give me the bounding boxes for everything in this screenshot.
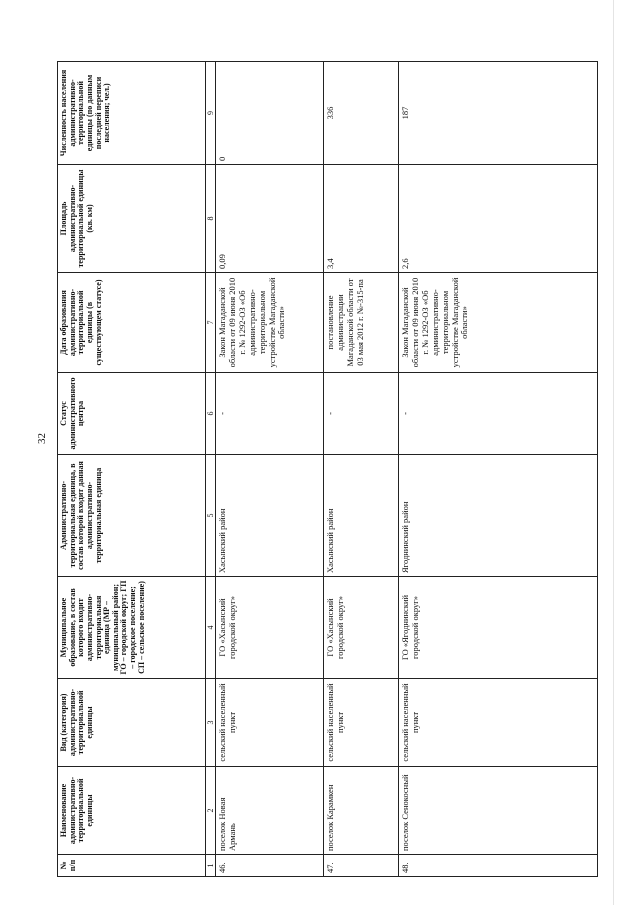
unit-name: поселок Сенокосный [399, 767, 598, 855]
center-status: - [399, 373, 598, 455]
header-cell-area: Площадь административно-территориальной единицы (кв. км) [58, 165, 206, 273]
header-cell-formation-date: Дата образования административно-территориальной единицы (в существующем статусе) [58, 273, 206, 373]
parent-unit: Хасынский район [324, 455, 399, 577]
table-row [324, 62, 399, 877]
header-cell-name: Наименование административно-территориальной единицы [58, 767, 206, 855]
table-row [399, 62, 598, 877]
header-cell-parent-unit: Административно-территориальная единица, в состав которой входит данная административно-территориальная единица [58, 455, 206, 577]
unit-type: сельский населенный пункт [216, 679, 324, 767]
parent-unit: Хасынский район [216, 455, 324, 577]
column-index-cell: 7 [206, 273, 216, 373]
column-index-cell: 1 [206, 855, 216, 877]
area-value: 3,4 [324, 165, 399, 273]
formation-date: Закон Магаданской области от 09 июня 2010 г. № 1292-ОЗ «Об административно-территориальном устройстве Магаданской области» [216, 273, 324, 373]
municipality: ГО «Хасынский городской округ» [324, 577, 399, 679]
row-number: 48. [399, 855, 598, 877]
center-status: - [216, 373, 324, 455]
formation-date: Закон Магаданской области от 09 июня 2010 г. № 1292-ОЗ «Об административно-территориальном устройстве Магаданской области» [399, 273, 598, 373]
column-index-cell: 9 [206, 62, 216, 165]
column-index-row [206, 62, 216, 877]
population-value: 0 [216, 62, 324, 165]
unit-type: сельский населенный пункт [399, 679, 598, 767]
row-number: 46. [216, 855, 324, 877]
column-index-cell: 6 [206, 373, 216, 455]
unit-name: поселок Новая Армань [216, 767, 324, 855]
column-index-cell: 8 [206, 165, 216, 273]
territorial-units-table [57, 61, 598, 877]
area-value: 2,6 [399, 165, 598, 273]
header-cell-center-status: Статус административного центра [58, 373, 206, 455]
parent-unit: Ягоднинский район [399, 455, 598, 577]
header-cell-type: Вид (категория) административно-территориальной единицы [58, 679, 206, 767]
center-status: - [324, 373, 399, 455]
population-value: 187 [399, 62, 598, 165]
column-index-cell: 5 [206, 455, 216, 577]
municipality: ГО «Хасынский городской округ» [216, 577, 324, 679]
table-header-row [58, 62, 206, 877]
formation-date: постановление администрации Магаданской области от 03 мая 2012 г. №-315-па [324, 273, 399, 373]
page-edge-line [613, 0, 614, 905]
header-cell-number: № п/п [58, 855, 206, 877]
area-value: 0,09 [216, 165, 324, 273]
unit-type: сельский населенный пункт [324, 679, 399, 767]
row-number: 47. [324, 855, 399, 877]
population-value: 336 [324, 62, 399, 165]
table-row [216, 62, 324, 877]
page-number: 32 [36, 433, 48, 444]
unit-name: поселок Карамкен [324, 767, 399, 855]
header-cell-population: Численность населения административно-территориальной единицы (по данным последней переписи населения; чел.) [58, 62, 206, 165]
header-cell-municipality: Муниципальное образование, в состав которого входит административно-территориальная единица (МР – муниципальный район; ГО – городской округ; ГП – городское поселение; СП – сельское поселение) [58, 577, 206, 679]
column-index-cell: 2 [206, 767, 216, 855]
municipality: ГО «Ягоднинский городской округ» [399, 577, 598, 679]
column-index-cell: 4 [206, 577, 216, 679]
column-index-cell: 3 [206, 679, 216, 767]
